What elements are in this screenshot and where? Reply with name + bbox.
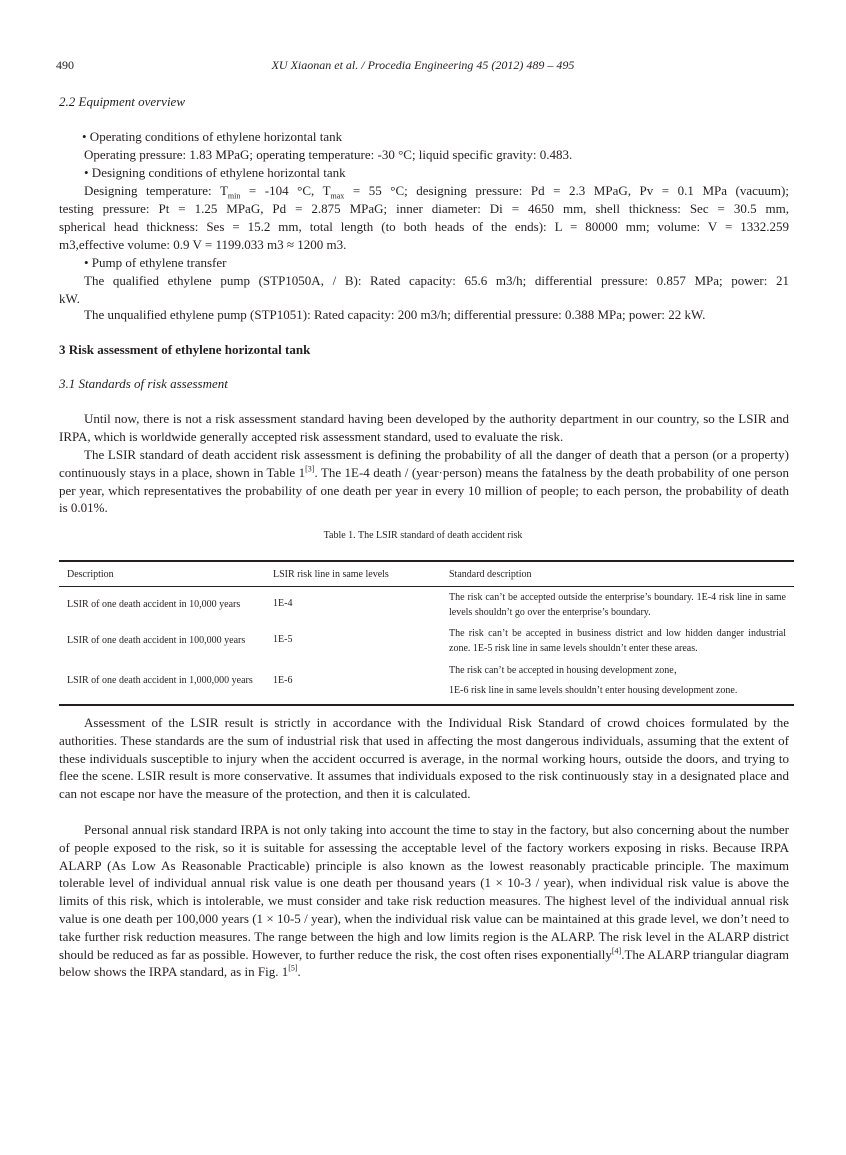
designing-conditions-line-1: Designing temperature: $T_{min} = -104$ °C, $T_{max} = 55$ °C; designing pressure: Pd = 2.3 MPaG, Pv = 0.1 MPa (vacuum);	[84, 183, 789, 201]
table-row	[59, 658, 794, 705]
paragraph-lsir-assessment: Assessment of the LSIR result is strictly in accordance with the Individual Risk Standard of crowd choices formulated by the authorities. These standards are the sum of industrial risk that used in affecting the most dangerous individuals, assuming that the extent of these individuals susceptible to injury when the accident occurred is average, in the normal working hours, outside the doors, and trying to flee the scene. LSIR result is more conservative. It assumes that individuals exposed to the risk continuously stay in a designated place and can not escape nor have the measure of the protection, and then it is calculated.	[59, 715, 789, 802]
table-header-description: Description	[59, 561, 265, 587]
subsection-title-2-2: 2.2 Equipment overview	[59, 94, 185, 109]
table-row	[59, 622, 794, 658]
citation-5: [5]	[288, 964, 298, 974]
operating-conditions-text: Operating pressure: 1.83 MPaG; operating temperature: -30 °C; liquid specific gravity: 0.483.	[84, 147, 573, 162]
paragraph-risk-standard-intro: Until now, there is not a risk assessment standard having been developed by the authority department in our country, so the LSIR and IRPA, which is worldwide generally accepted risk assessment standard, used to evaluate the risk.	[59, 411, 789, 444]
section-title-3: 3 Risk assessment of ethylene horizontal tank	[59, 342, 311, 357]
table-cell-risk-line: 1E-5	[273, 633, 293, 645]
designing-conditions-line-3: spherical head thickness: Ses = 15.2 mm, total length (to both heads of the ends): L = 80000 mm; volume: V = 1332.259	[59, 219, 789, 234]
table-caption: Table 1. The LSIR standard of death accident risk	[323, 530, 523, 541]
table-cell-risk-line: 1E-4	[273, 598, 293, 610]
qualified-pump-line-1: The qualified ethylene pump (STP1050A, / B): Rated capacity: 65.6 m3/h; differential pressure: 0.857 MPa; power: 21	[84, 273, 789, 288]
table-header-risk-line: LSIR risk line in same levels	[265, 561, 441, 587]
bullet-operating-conditions: • Operating conditions of ethylene horizontal tank	[82, 129, 343, 144]
table-header-row	[59, 561, 794, 587]
table-cell-description: LSIR of one death accident in 100,000 years	[67, 635, 246, 647]
table-row	[59, 587, 794, 623]
citation-4: [4]	[611, 946, 622, 956]
paragraph-lsir-definition: The LSIR standard of death accident risk assessment is defining the probability of all the danger of death that a person (or a property) continuously stays in a place, shown in Table 1[3]. The 1E-4 death / (year·person) means the fatalness by the death probability of one person per year, which representatives the probability of one death per year in every 10 million of people; to each person, the probability of death is 0.01%.	[59, 447, 789, 516]
designing-conditions-line-4: m3,effective volume: 0.9 V = 1199.033 m3 ≈ 1200 m3.	[59, 237, 347, 252]
table-cell-standard: The risk can’t be accepted outside the enterprise’s boundary. 1E-4 risk line in same levels shouldn’t go over the enterprise’s boundary.	[449, 592, 786, 618]
citation-3: [3]	[305, 464, 315, 474]
table-cell-risk-line: 1E-6	[265, 658, 441, 705]
table-cell-description: LSIR of one death accident in 1,000,000 years	[59, 658, 265, 705]
paragraph-irpa-standard: Personal annual risk standard IRPA is not only taking into account the time to stay in the factory, but also concerning about the number of people exposed to the risk, so it is suitable for assessing the acceptable level of the factory workers exposing in risks. Because IRPA ALARP (As Low As Reasonable Practicable) principle is also known as the lowest reasonably practicable principle. The maximum tolerable level of individual annual risk value is one death per thousand years (1 × 10-3 / year), when individual risk value is above the limits of this risk, which is intolerable, we must consider and take risk reduction measures. The highest level of the individual annual risk value is one death per 100,000 years (1 × 10-5 / year), when the individual risk value can be maintained at this grade level, we don’t need to take further risk reduction measures. The range between the high and low limits region is the ALARP. The risk level in the ALARP district should be reduced as far as possible. However, to further reduce the risk, the cost often rises exponentially[4].The ALARP triangular diagram below shows the IRPA standard, as in Fig. 1[5].	[59, 822, 789, 980]
page-number: 490	[56, 58, 74, 72]
bullet-designing-conditions: • Designing conditions of ethylene horizontal tank	[84, 165, 346, 180]
running-header: XU Xiaonan et al. / Procedia Engineering 45 (2012) 489 – 495	[271, 58, 575, 72]
table-header-standard: Standard description	[441, 561, 794, 587]
designing-conditions-line-2: testing pressure: Pt = 1.25 MPaG, Pd = 2.875 MPaG; inner diameter: Di = 4650 mm, shell thickness: Sec = 30.5 mm,	[59, 201, 789, 216]
qualified-pump-line-2: kW.	[59, 291, 80, 306]
bullet-pump-transfer: • Pump of ethylene transfer	[84, 255, 227, 270]
lsir-standard-table	[59, 560, 794, 706]
table-cell-standard: The risk can’t be accepted in business district and low hidden danger industrial zone. 1E-5 risk line in same levels shouldn’t enter these areas.	[449, 628, 786, 654]
table-cell-standard: The risk can’t be accepted in housing development zone， 1E-6 risk line in same levels shouldn’t enter housing development zone.	[441, 658, 794, 705]
table-cell-description: LSIR of one death accident in 10,000 years	[67, 599, 241, 611]
subsection-title-3-1: 3.1 Standards of risk assessment	[59, 376, 228, 391]
unqualified-pump-text: The unqualified ethylene pump (STP1051): Rated capacity: 200 m3/h; differential pressure: 0.388 MPa; power: 22 kW.	[84, 307, 706, 322]
